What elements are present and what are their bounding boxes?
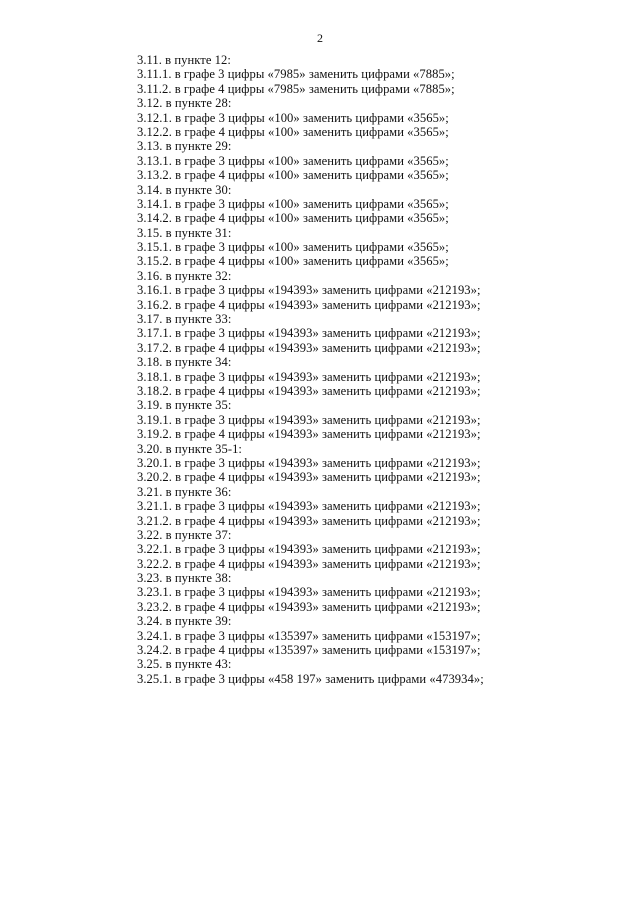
document-line: 3.16.2. в графе 4 цифры «194393» заменить цифрами «212193»; xyxy=(137,297,481,312)
document-line: 3.22. в пункте 37: xyxy=(137,527,232,542)
document-line: 3.15.1. в графе 3 цифры «100» заменить цифрами «3565»; xyxy=(137,240,449,255)
document-line: 3.12.2. в графе 4 цифры «100» заменить цифрами «3565»; xyxy=(137,124,449,139)
document-line: 3.25. в пункте 43: xyxy=(137,657,232,672)
document-line: 3.23.2. в графе 4 цифры «194393» заменить цифрами «212193»; xyxy=(137,599,481,614)
document-line: 3.11. в пункте 12: xyxy=(137,53,231,67)
document-line: 3.20.2. в графе 4 цифры «194393» заменить цифрами «212193»; xyxy=(137,470,481,485)
document-line: 3.11.2. в графе 4 цифры «7985» заменить цифрами «7885»; xyxy=(137,81,455,96)
document-line: 3.20.1. в графе 3 цифры «194393» заменить цифрами «212193»; xyxy=(137,455,481,470)
document-line: 3.13.1. в графе 3 цифры «100» заменить цифрами «3565»; xyxy=(137,153,449,168)
document-line: 3.23. в пункте 38: xyxy=(137,571,232,586)
document-line: 3.19.1. в графе 3 цифры «194393» заменить цифрами «212193»; xyxy=(137,412,481,427)
document-line: 3.19. в пункте 35: xyxy=(137,398,232,413)
document-line: 3.12. в пункте 28: xyxy=(137,96,232,111)
document-line: 3.20. в пункте 35-1: xyxy=(137,441,242,456)
document-line: 3.17.2. в графе 4 цифры «194393» заменить цифрами «212193»; xyxy=(137,340,481,355)
document-line: 3.21. в пункте 36: xyxy=(137,484,232,499)
document-line: 3.18.2. в графе 4 цифры «194393» заменить цифрами «212193»; xyxy=(137,383,481,398)
amendment-list xyxy=(137,53,484,686)
document-line: 3.18. в пункте 34: xyxy=(137,355,232,370)
document-line: 3.17. в пункте 33: xyxy=(137,312,232,327)
document-line: 3.13.2. в графе 4 цифры «100» заменить цифрами «3565»; xyxy=(137,168,449,183)
document-line: 3.21.2. в графе 4 цифры «194393» заменить цифрами «212193»; xyxy=(137,513,481,528)
document-line: 3.11.1. в графе 3 цифры «7985» заменить цифрами «7885»; xyxy=(137,67,455,82)
document-line: 3.14.2. в графе 4 цифры «100» заменить цифрами «3565»; xyxy=(137,211,449,226)
document-line: 3.18.1. в графе 3 цифры «194393» заменить цифрами «212193»; xyxy=(137,369,481,384)
document-line: 3.16.1. в графе 3 цифры «194393» заменить цифрами «212193»; xyxy=(137,283,481,298)
document-line: 3.15.2. в графе 4 цифры «100» заменить цифрами «3565»; xyxy=(137,254,449,269)
document-line: 3.22.1. в графе 3 цифры «194393» заменить цифрами «212193»; xyxy=(137,542,481,557)
document-line: 3.21.1. в графе 3 цифры «194393» заменить цифрами «212193»; xyxy=(137,499,481,514)
document-line: 3.15. в пункте 31: xyxy=(137,225,232,240)
document-line: 3.14. в пункте 30: xyxy=(137,182,232,197)
document-line: 3.14.1. в графе 3 цифры «100» заменить цифрами «3565»; xyxy=(137,196,449,211)
document-line: 3.24.1. в графе 3 цифры «135397» заменить цифрами «153197»; xyxy=(137,628,481,643)
document-line: 3.24. в пункте 39: xyxy=(137,614,232,629)
document-line: 3.12.1. в графе 3 цифры «100» заменить цифрами «3565»; xyxy=(137,110,449,125)
document-line: 3.25.1. в графе 3 цифры «458 197» заменить цифрами «473934»; xyxy=(137,671,484,686)
document-line: 3.22.2. в графе 4 цифры «194393» заменить цифрами «212193»; xyxy=(137,556,481,571)
document-line: 3.17.1. в графе 3 цифры «194393» заменить цифрами «212193»; xyxy=(137,326,481,341)
document-line: 3.19.2. в графе 4 цифры «194393» заменить цифрами «212193»; xyxy=(137,427,481,442)
document-line: 3.13. в пункте 29: xyxy=(137,139,232,154)
document-line: 3.24.2. в графе 4 цифры «135397» заменить цифрами «153197»; xyxy=(137,643,481,658)
document-line: 3.16. в пункте 32: xyxy=(137,268,232,283)
document-line: 3.23.1. в графе 3 цифры «194393» заменить цифрами «212193»; xyxy=(137,585,481,600)
page-number: 2 xyxy=(317,31,323,45)
